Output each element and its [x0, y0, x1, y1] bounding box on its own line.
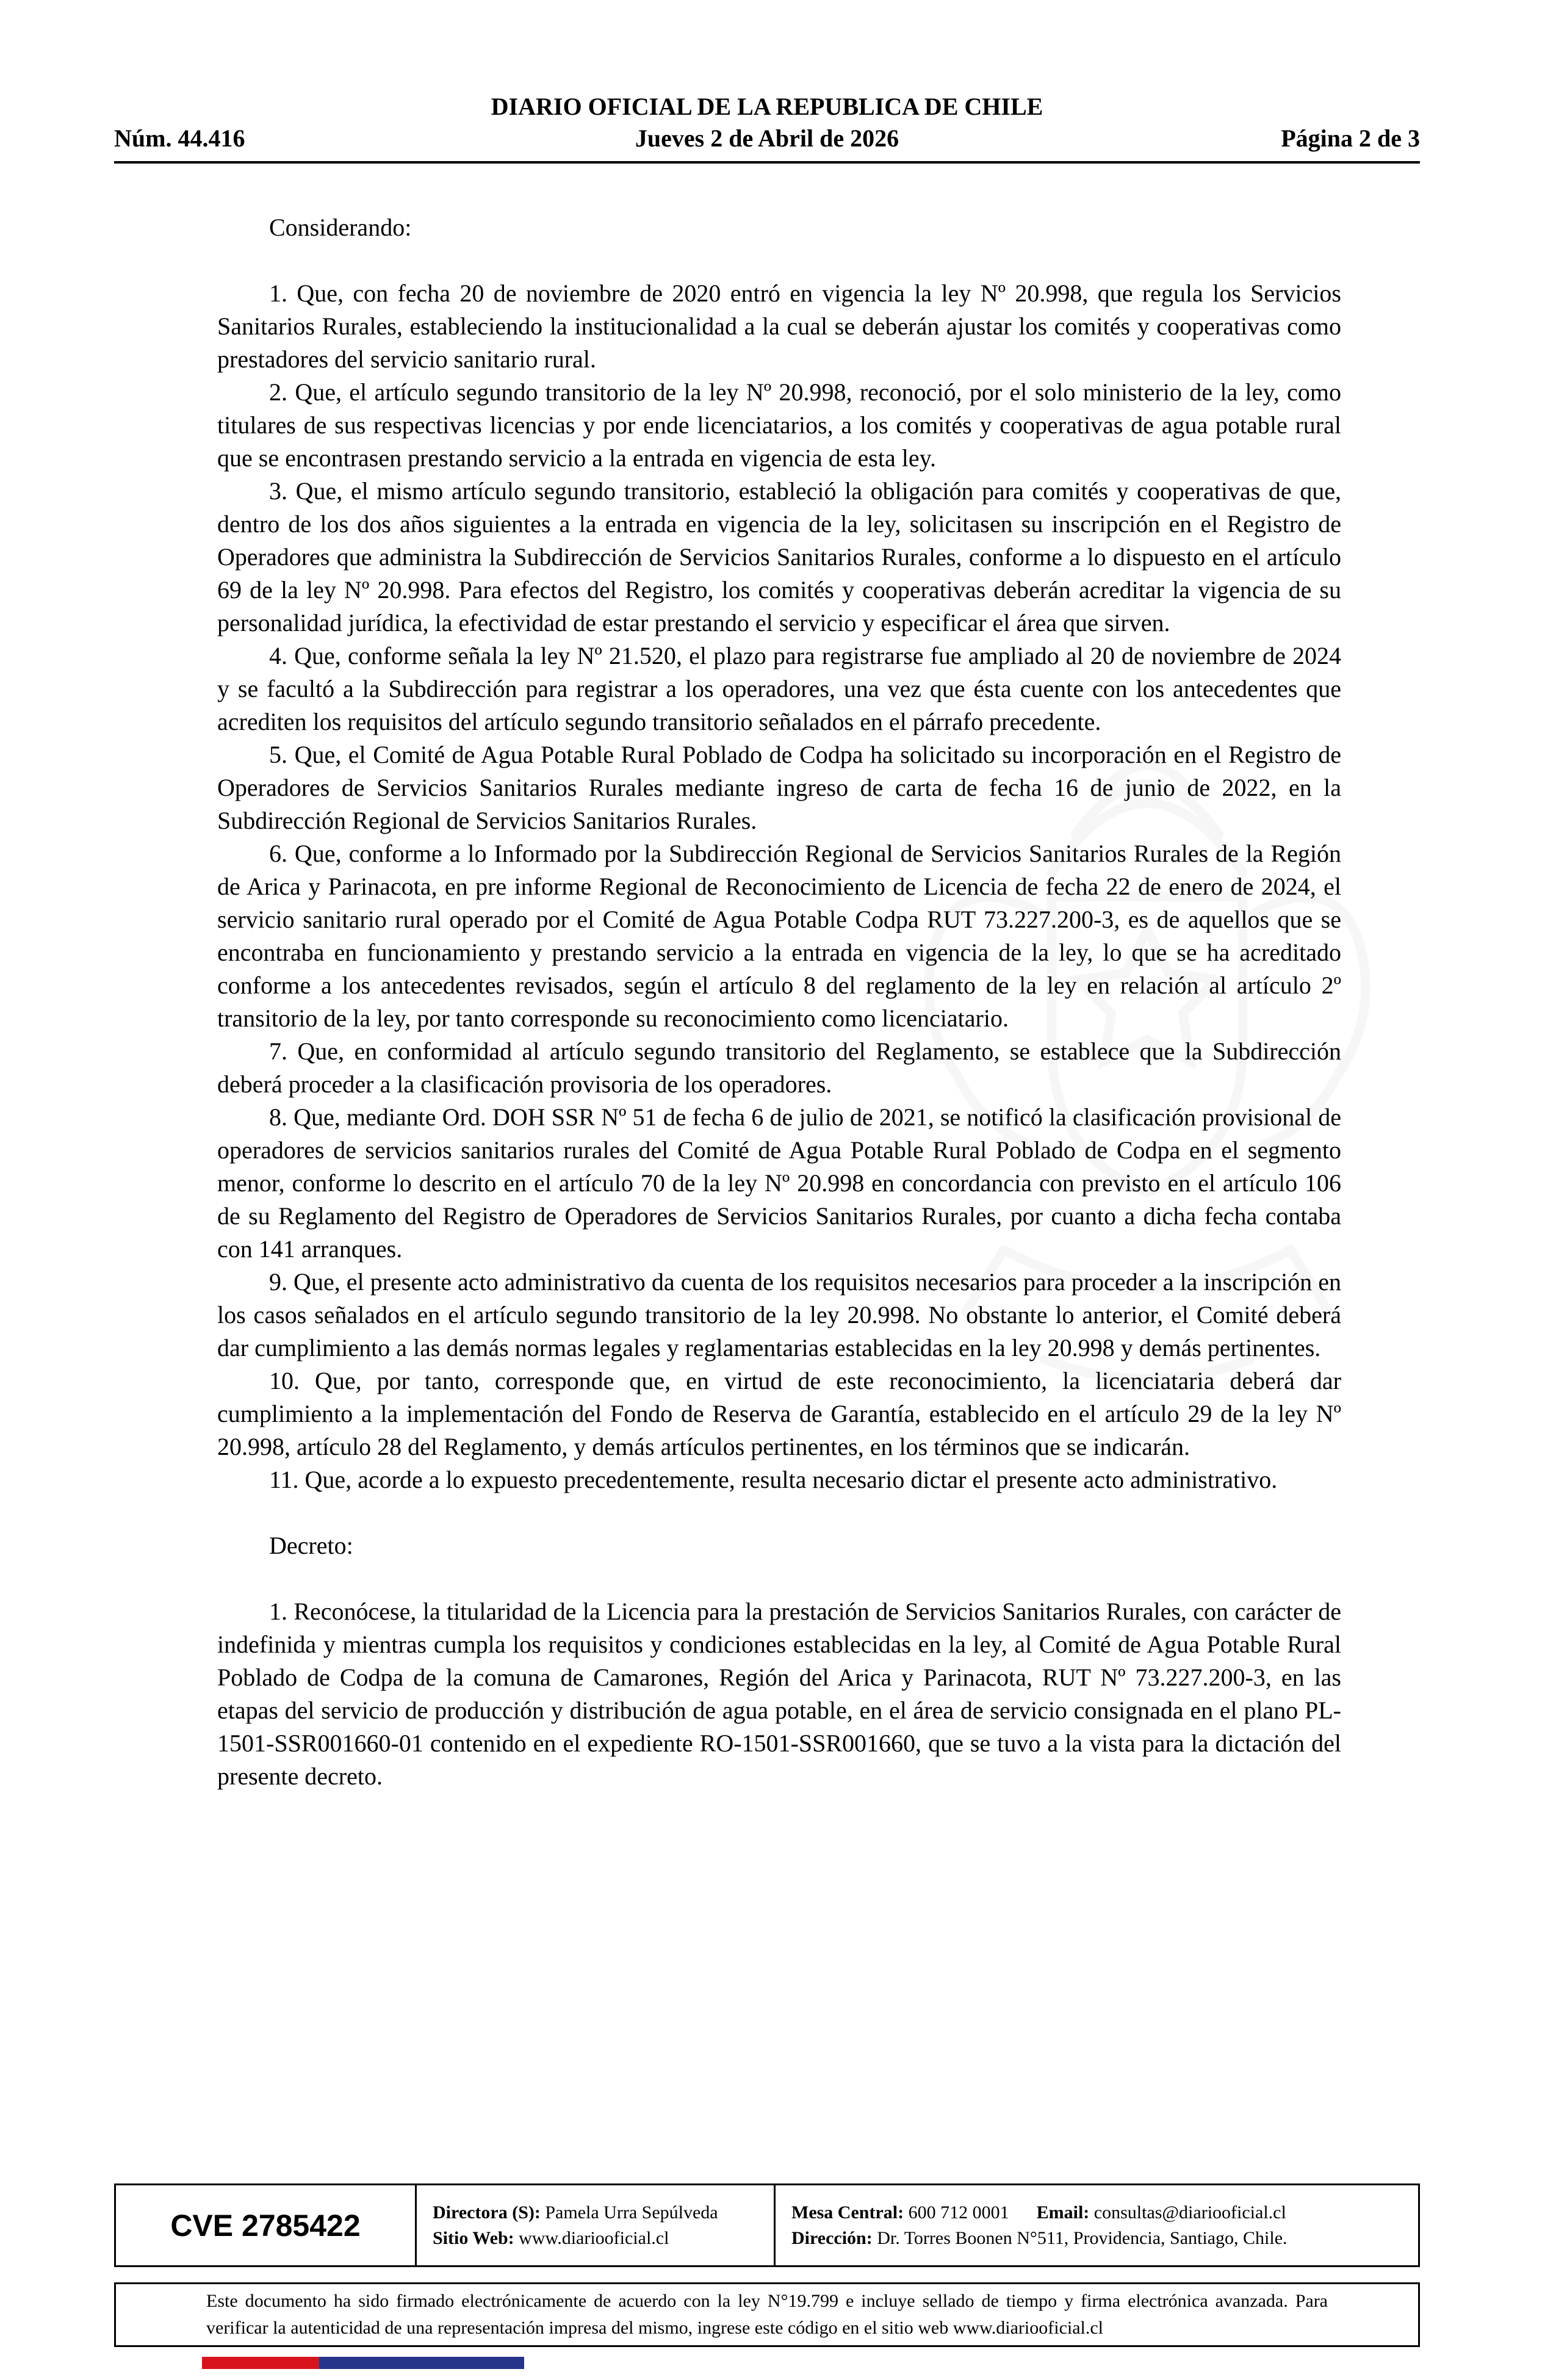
paragraph: 8. Que, mediante Ord. DOH SSR Nº 51 de fecha 6 de julio de 2021, se notificó la clasificación provisional de operadores de servicios sanitarios rurales del Comité de Agua Potable Rural Poblado de Codpa en el segmento menor, conforme lo descrito en el artículo 70 de la ley Nº 20.998 en concordancia con previsto en el artículo 106 de su Reglamento del Registro de Operadores de Servicios Sanitarios Rurales, por cuanto a dicha fecha contaba con 141 arranques. — [217, 1103, 1341, 1263]
decreto-heading: Decreto: — [269, 1532, 353, 1559]
flag-bar-blue-segment — [319, 2357, 524, 2369]
footer-pair-value: Pamela Urra Sepúlveda — [545, 2202, 718, 2223]
page-header — [114, 93, 1420, 164]
paragraph: 2. Que, el artículo segundo transitorio de la ley Nº 20.998, reconoció, por el solo ministerio de la ley, como titulares de sus respectivas licencias y por ende licenciatarios, a los comités y cooperativas de agua potable rural que se encontrasen prestando servicio a la entrada en vigencia de esta ley. — [217, 378, 1341, 472]
paragraph: 11. Que, acorde a lo expuesto precedentemente, resulta necesario dictar el presente acto administrativo. — [269, 1466, 1278, 1493]
paragraph: 1. Reconócese, la titularidad de la Licencia para la prestación de Servicios Sanitarios Rurales, con carácter de indefinida y mientras cumpla los requisitos y condiciones establecidas en la ley, al Comité de Agua Potable Rural Poblado de Codpa de la comuna de Camarones, Región del Arica y Parinacota, RUT Nº 73.227.200-3, en las etapas del servicio de producción y distribución de agua potable, en el área de servicio consignada en el plano PL-1501-SSR001660-01 contenido en el expediente RO-1501-SSR001660, que se tuvo a la vista para la dictación del presente decreto. — [217, 1598, 1341, 1790]
footer-pair-value: Dr. Torres Boonen N°511, Providencia, Santiago, Chile. — [877, 2227, 1288, 2248]
header-meta-row — [114, 124, 1420, 153]
issue-number: Núm. 44.416 — [114, 124, 245, 152]
cve-number: CVE 2785422 — [170, 2208, 361, 2243]
document-body — [217, 211, 1341, 1793]
publication-date: Jueves 2 de Abril de 2026 — [635, 124, 899, 152]
director-line — [433, 2200, 768, 2226]
page-indicator: Página 2 de 3 — [1281, 124, 1420, 152]
legal-note-box — [114, 2282, 1420, 2347]
footer-pair-label: Email: — [1036, 2202, 1094, 2223]
considerando-paragraphs — [217, 277, 1341, 1496]
paragraph: 3. Que, el mismo artículo segundo transitorio, estableció la obligación para comités y cooperativas de que, dentro de los dos años siguientes a la entrada en vigencia de la ley, solicitasen su inscripción en el Registro de Operadores que administra la Subdirección de Servicios Sanitarios Rurales, conforme a lo dispuesto en el artículo 69 de la ley Nº 20.998. Para efectos del Registro, los comités y cooperativas deberán acreditar la vigencia de su personalidad jurídica, la efectividad de estar prestando el servicio y especificar el área que sirven. — [217, 477, 1341, 636]
footer-contact-cell — [776, 2185, 1418, 2265]
footer-pair — [791, 2202, 1009, 2223]
paragraph: 7. Que, en conformidad al artículo segundo transitorio del Reglamento, se establece que la Subdirección deberá proceder a la clasificación provisoria de los operadores. — [217, 1037, 1341, 1098]
footer-pair — [1037, 2202, 1286, 2223]
footer-pair-label: Directora (S): — [433, 2202, 546, 2223]
footer-pair — [433, 2228, 669, 2248]
flag-color-bar — [202, 2357, 524, 2369]
cve-box — [114, 2183, 1420, 2267]
footer-director-cell — [417, 2185, 774, 2265]
paragraph: 5. Que, el Comité de Agua Potable Rural Poblado de Codpa ha solicitado su incorporación en el Registro de Operadores de Servicios Sanitarios Rurales mediante ingreso de carta de fecha 16 de junio de 2022, en la Subdirección Regional de Servicios Sanitarios Rurales. — [217, 741, 1341, 834]
address-line — [791, 2226, 1412, 2251]
footer-pair-value: 600 712 0001 — [908, 2202, 1009, 2223]
footer-pair — [791, 2228, 1288, 2248]
paragraph: 4. Que, conforme señala la ley Nº 21.520, el plazo para registrarse fue ampliado al 20 de noviembre de 2024 y se facultó a la Subdirección para registrar a los operadores, una vez que ésta cuente con los antecedentes que acrediten los requisitos del artículo segundo transitorio señalados en el párrafo precedente. — [217, 642, 1341, 735]
flag-bar-red-segment — [202, 2357, 319, 2369]
paragraph: 6. Que, conforme a lo Informado por la Subdirección Regional de Servicios Sanitarios Rurales de la Región de Arica y Parinacota, en pre informe Regional de Reconocimiento de Licencia de fecha 22 de enero de 2024, el servicio sanitario rural operado por el Comité de Agua Potable Codpa RUT 73.227.200-3, es de aquellos que se encontraba en funcionamiento y prestando servicio a la entrada en vigencia de la ley, lo que se ha acreditado conforme a los antecedentes revisados, según el artículo 8 del reglamento de la ley en relación al artículo 2º transitorio de la ley, por tanto corresponde su reconocimiento como licenciatario. — [217, 840, 1341, 1032]
legal-note-text: Este documento ha sido firmado electrónicamente de acuerdo con la ley N°19.799 e incluye sellado de tiempo y firma electrónica avanzada. Para verificar la autenticidad de una representación impresa del mismo, ingrese este código en el sitio web www.diariooficial.cl — [206, 2291, 1328, 2338]
footer-pair-label: Dirección: — [791, 2227, 877, 2248]
footer-pair-value: www.diariooficial.cl — [519, 2227, 669, 2248]
footer-pair — [433, 2202, 718, 2223]
footer-pair-value: consultas@diariooficial.cl — [1093, 2202, 1286, 2223]
header-divider — [114, 161, 1420, 164]
footer-pair-label: Mesa Central: — [791, 2202, 909, 2223]
paragraph: 1. Que, con fecha 20 de noviembre de 2020 entró en vigencia la ley Nº 20.998, que regula los Servicios Sanitarios Rurales, estableciendo la institucionalidad a la cual se deberán ajustar los comités y cooperativas como prestadores del servicio sanitario rural. — [217, 279, 1341, 373]
footer-pair-label: Sitio Web: — [433, 2227, 519, 2248]
considerando-heading: Considerando: — [269, 214, 412, 241]
gazette-title: DIARIO OFICIAL DE LA REPUBLICA DE CHILE — [491, 93, 1043, 120]
paragraph: 9. Que, el presente acto administrativo da cuenta de los requisitos necesarios para proceder a la inscripción en los casos señalados en el artículo segundo transitorio de la ley 20.998. No obstante lo anterior, el Comité deberá dar cumplimiento a las demás normas legales y reglamentarias establecidas en la ley 20.998 y demás pertinentes. — [217, 1268, 1341, 1361]
paragraph: 10. Que, por tanto, corresponde que, en virtud de este reconocimiento, la licenciataria deberá dar cumplimiento a la implementación del Fondo de Reserva de Garantía, establecido en el artículo 29 de la ley Nº 20.998, artículo 28 del Reglamento, y demás artículos pertinentes, en los términos que se indicarán. — [217, 1367, 1341, 1460]
central-email-line — [791, 2200, 1412, 2226]
decreto-paragraphs — [217, 1595, 1341, 1793]
website-line — [433, 2226, 768, 2251]
